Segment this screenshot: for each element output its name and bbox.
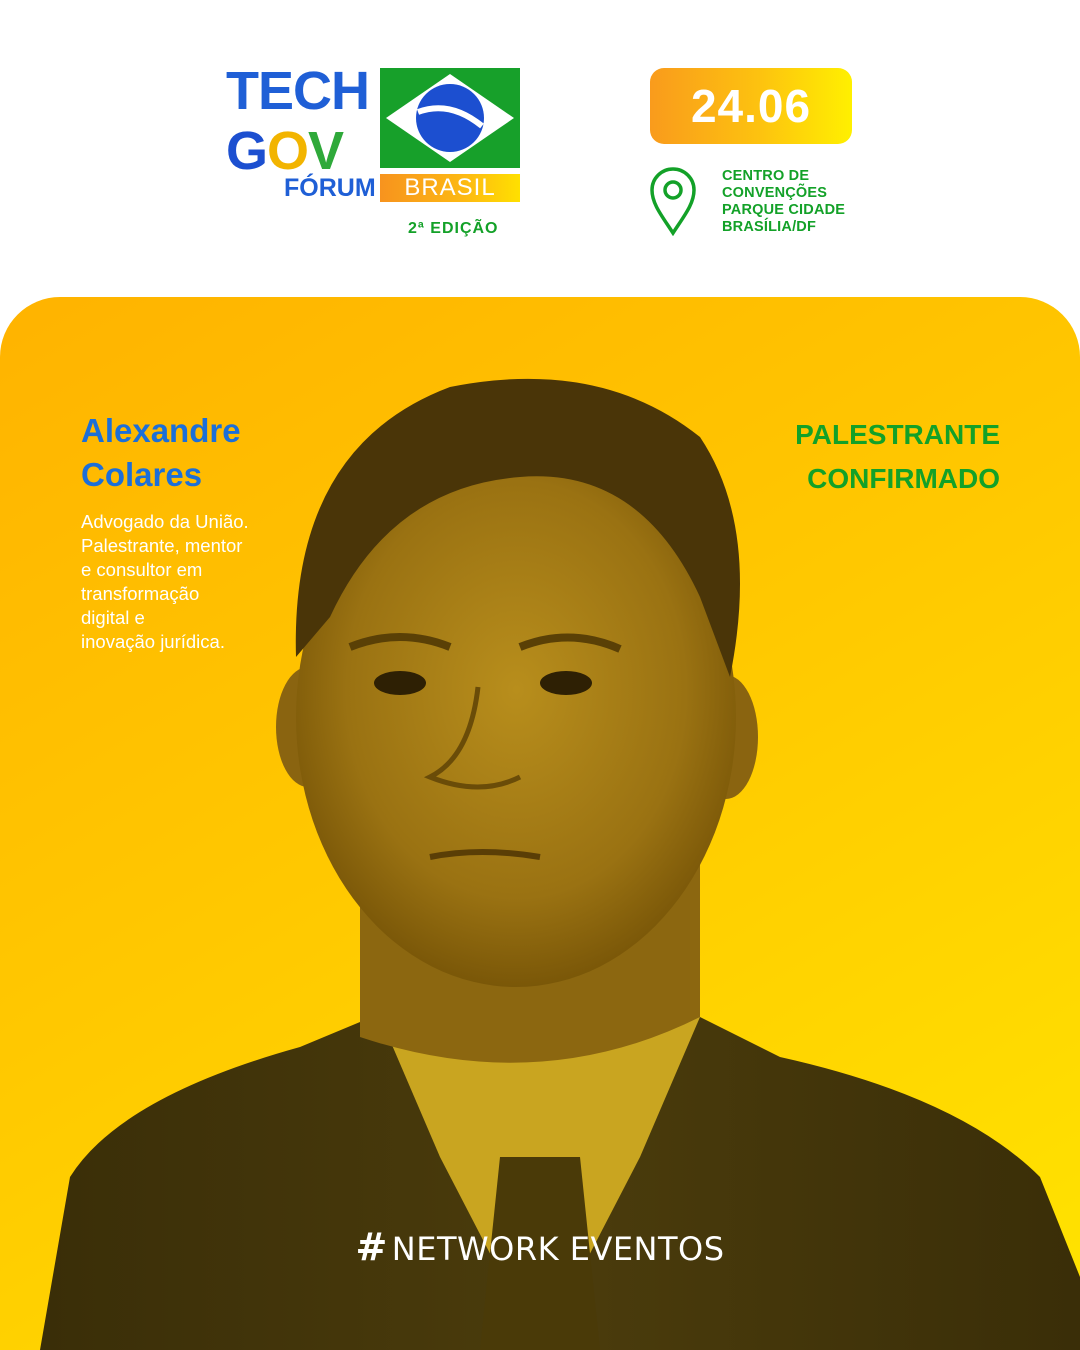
brazil-flag-icon bbox=[380, 68, 520, 168]
venue-line: CENTRO DE bbox=[722, 168, 810, 184]
event-logo bbox=[226, 62, 526, 247]
network-eventos-logo bbox=[0, 1227, 1080, 1269]
logo-tech-text: TECH bbox=[226, 61, 369, 121]
venue-line: PARQUE CIDADE bbox=[722, 202, 846, 218]
logo-brasil-bar: BRASIL bbox=[380, 174, 520, 202]
brand-name: NETWORK EVENTOS bbox=[391, 1230, 725, 1268]
logo-gov-o: O bbox=[267, 121, 309, 181]
bio-line: Palestrante, mentor bbox=[81, 535, 243, 556]
venue-address bbox=[722, 168, 922, 236]
bio-line: Advogado da União. bbox=[81, 511, 249, 532]
bio-line: e consultor em bbox=[81, 559, 203, 580]
logo-gov-text bbox=[226, 121, 344, 181]
bio-line: digital e bbox=[81, 607, 145, 628]
speaker-first-name: Alexandre bbox=[81, 412, 241, 449]
location-pin-icon bbox=[648, 166, 698, 236]
status-line-2: CONFIRMADO bbox=[807, 463, 1000, 494]
logo-gov-v: V bbox=[308, 121, 344, 181]
speaker-card bbox=[0, 297, 1080, 1350]
speaker-last-name: Colares bbox=[81, 456, 203, 493]
status-line-1: PALESTRANTE bbox=[795, 419, 1000, 450]
logo-forum-text: FÓRUM bbox=[284, 174, 376, 202]
bio-line: transformação bbox=[81, 583, 200, 604]
venue-line: BRASÍLIA/DF bbox=[722, 219, 817, 235]
venue-line: CONVENÇÕES bbox=[722, 185, 828, 201]
bio-line: inovação jurídica. bbox=[81, 631, 225, 652]
event-date-badge: 24.06 bbox=[650, 68, 852, 144]
hashtag-icon: # bbox=[355, 1225, 388, 1269]
edition-label: 2ª EDIÇÃO bbox=[408, 220, 499, 237]
speaker-name bbox=[81, 409, 241, 497]
speaker-bio bbox=[81, 510, 286, 654]
logo-gov-g: G bbox=[226, 121, 268, 181]
confirmed-speaker-label bbox=[795, 413, 1000, 501]
